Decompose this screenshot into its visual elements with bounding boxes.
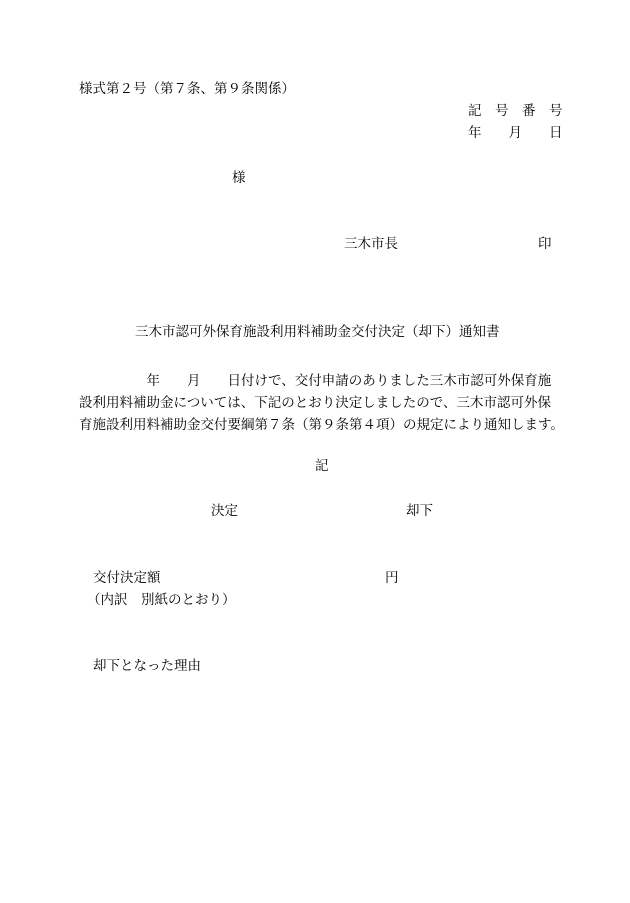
seal-mark: 印 bbox=[538, 236, 552, 252]
decision-option: 決定 bbox=[211, 503, 238, 519]
addressee-suffix: 様 bbox=[232, 170, 246, 186]
breakdown-note: （内訳 別紙のとおり） bbox=[87, 592, 236, 608]
rejection-option: 却下 bbox=[406, 503, 433, 519]
yen-unit: 円 bbox=[385, 570, 399, 586]
body-line: 育施設利用料補助金交付要綱第７条（第９条第４項）の規定により通知します。 bbox=[79, 417, 564, 433]
issue-date: 年 月 日 bbox=[468, 125, 563, 141]
notice-body bbox=[79, 370, 579, 436]
reference-number: 記 号 番 号 bbox=[468, 103, 563, 119]
body-line: 年 月 日付けで、交付申請のありました三木市認可外保育施 bbox=[79, 373, 552, 389]
document-title: 三木市認可外保育施設利用料補助金交付決定（却下）通知書 bbox=[135, 324, 500, 340]
grant-amount-label: 交付決定額 bbox=[93, 570, 161, 586]
rejection-reason-label: 却下となった理由 bbox=[93, 658, 201, 674]
ki-heading: 記 bbox=[315, 458, 329, 474]
issuer-name: 三木市長 bbox=[344, 236, 398, 252]
body-line: 設利用料補助金については、下記のとおり決定しましたので、三木市認可外保 bbox=[79, 395, 551, 411]
form-label: 様式第２号（第７条、第９条関係） bbox=[79, 81, 295, 97]
